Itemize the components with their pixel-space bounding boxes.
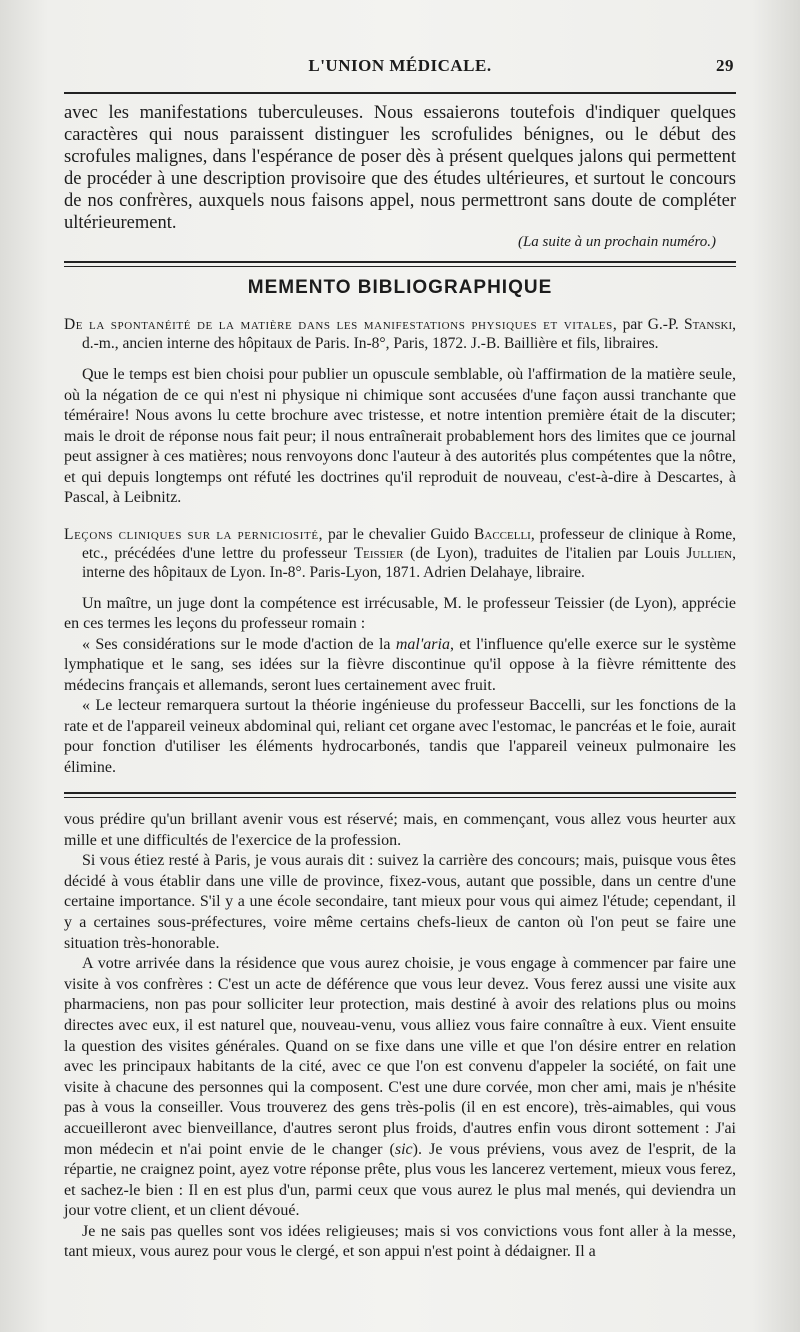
entry-2-author: Baccelli bbox=[474, 525, 531, 543]
intro-paragraph: avec les manifestations tuberculeuses. Nous essaierons toutefois d'indiquer quelques caractères qui nous paraissent distinguer les scrofulides bénignes, ou le début des scrofules malignes, dans l'espérance de poser dès à présent quelques jalons qui permettent de procéder à une description provisoire que des études ultérieures, et surtout le concours de nos confrères, auxquels nous faisons appel, nous permettront sans doute de compléter ultérieurement. bbox=[64, 103, 736, 233]
entry-2-review-1: Un maître, un juge dont la compétence est irrécusable, M. le professeur Teissier (de Lyon), apprécie en ces termes les leçons du professeur romain : bbox=[64, 594, 736, 632]
entry-2-details-1: , professeur de clinique à Rome, etc., précédées d'une lettre du professeur bbox=[82, 525, 736, 562]
letter-paragraph-1: vous prédire qu'un brillant avenir vous est réservé; mais, en commençant, vous allez vous heurter aux mille et une difficultés de l'exercice de la profession. bbox=[64, 811, 736, 849]
letter-paragraph-2: Si vous étiez resté à Paris, je vous aurais dit : suivez la carrière des concours; mais, puisque vous êtes décidé à vous établir dans une ville de province, fixez-vous, autant que possible, dans un centre d'une certaine importance. S'il y a une école secondaire, tant mieux pour vous qui aimez l'étude; cependant, il y a certaines sous-préfectures, voire même certains chefs-lieux de canton où l'on peut se faire une situation très-honorable. bbox=[64, 852, 736, 952]
letter-paragraph-3b: ). Je vous préviens, vous avez de l'esprit, de la répartie, ne craignez point, ayez votre réponse prête, plus vous les lancerez vertement, mieux vous ferez, et sachez-le bien : Il en est plus d'un, parmi ceux que vous aurez le plus mal menés, qui deviendra un jour votre client, et un client dévoué. bbox=[64, 1140, 737, 1220]
entry-2-details-3: , interne des hôpitaux de Lyon. In-8°. Paris-Lyon, 1871. Adrien Delahaye, libraire. bbox=[82, 544, 737, 581]
letter-paragraph-4: Je ne sais pas quelles sont vos idées religieuses; mais si vos convictions vous font aller à la messe, tant mieux, vous aurez pour vous le clergé, et son appui n'est point à dédaigner. Il a bbox=[64, 1222, 736, 1261]
journal-title: L'UNION MÉDICALE. bbox=[308, 56, 492, 75]
entry-2-author-2: Teissier bbox=[353, 544, 404, 562]
continued-note: (La suite à un prochain numéro.) bbox=[517, 234, 716, 250]
running-head bbox=[64, 56, 736, 86]
entry-2-review-3: « Le lecteur remarquera surtout la théorie ingénieuse du professeur Baccelli, sur les fonctions de la rate et de l'appareil veineux abdominal qui, reliant cet organe avec l'estomac, le pancréas et le foie, aurait pour fonction d'utiliser les éléments hydrocarbonés, tandis que l'appareil veineux pulmonaire les élimine. bbox=[64, 697, 736, 776]
entry-1-review: Que le temps est bien choisi pour publier un opuscule semblable, où l'affirmation de la matière seule, où la négation de ce qui n'est ni physique ni chimique sont accusées d'une façon aussi tranchante que téméraire! Nous avons lu cette brochure avec tristesse, et notre intention première était de la discuter; mais le droit de réponse nous fait peur; il nous entraînerait probablement hors des limites que ce journal peut assigner à ces matières; nous renvoyons donc l'auteur à des autorités plus compétentes que la nôtre, et qui depuis longtemps ont réfuté les doctrines qu'il reproduit de nouveau, c'est-à-dire à Descartes, à Pascal, à Leibnitz. bbox=[64, 366, 736, 506]
entry-1-details: , d.-m., ancien interne des hôpitaux de Paris. In-8°, Paris, 1872. J.-B. Baillière et fils, libraires. bbox=[82, 316, 736, 352]
header-rule bbox=[64, 92, 736, 94]
entry-2-quote-italic: mal'aria bbox=[395, 635, 450, 653]
entry-2-heading bbox=[64, 525, 736, 582]
feuilleton-divider bbox=[64, 792, 736, 798]
entry-1-title: De la spontanéité de la matière dans les manifestations physiques et vitales, bbox=[64, 316, 618, 333]
entry-2-details-2: (de Lyon), traduites de l'italien par Louis bbox=[403, 544, 687, 562]
entry-1-heading bbox=[64, 315, 736, 353]
entry-2-review-2 bbox=[64, 635, 736, 697]
letter-sic: sic bbox=[394, 1140, 413, 1158]
entry-2-author-3: Jullien bbox=[686, 544, 733, 562]
entry-1-by: par bbox=[617, 316, 648, 333]
letter-paragraph-3 bbox=[64, 954, 736, 1222]
entry-1-author: G.-P. Stanski bbox=[647, 316, 733, 333]
entry-2-title: Leçons cliniques sur la perniciosité, bbox=[64, 525, 324, 543]
section-title: MEMENTO BIBLIOGRAPHIQUE bbox=[247, 277, 553, 298]
letter-paragraph-3a: A votre arrivée dans la résidence que vous aurez choisie, je vous engage à commencer par faire une visite à vos confrères : C'est un acte de déférence que vous leur devez. Vous ferez aussi une visite aux pharmaciens, non pas pour solliciter leur protection, mais destiné à avoir des relations plus ou moins directes avec eux, il est naturel que, nouveau-venu, vous alliez vous faire connaître à eux. Vient ensuite la question des visites générales. Quand on se fixe dans une ville et que l'on désire entrer en relation avec les principaux habitants de la cité, avec ce que l'on est convenu d'appeler la société, on fait une visite à chacune des personnes qui la composent. C'est une dure corvée, mon cher ami, mais je n'hésite pas à vous la conseiller. Vous trouverez des gens très-polis (il en est encore), très-aimables, qui vous accueilleront avec bienveillance, d'autres seront plus froids, d'autres enfin vous diront sottement : J'ai mon médecin et n'ai point envie de le changer ( bbox=[64, 955, 736, 1158]
page-number: 29 bbox=[716, 56, 734, 75]
section-divider bbox=[64, 261, 736, 267]
entry-2-quote-a: « Ses considérations sur le mode d'action de la bbox=[82, 635, 396, 653]
entry-2-quote-b: , et l'influence qu'elle exerce sur le système lymphatique et le sang, ses idées sur la fièvre discontinue qu'il oppose à la fièvre rémittente des médecins français et allemands, seront lues certainement avec fruit. bbox=[64, 635, 736, 694]
entry-2-by: par le chevalier Guido bbox=[323, 525, 475, 543]
